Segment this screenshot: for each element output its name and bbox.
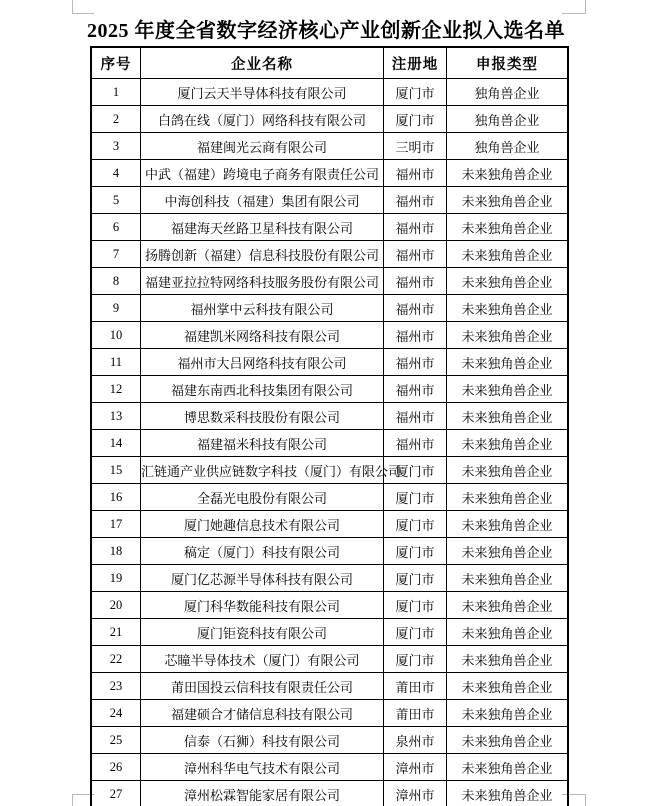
table-row xyxy=(91,646,568,673)
type-cell: 未来独角兽企业 xyxy=(447,322,569,349)
city-cell: 福州市 xyxy=(384,322,447,349)
type-cell: 未来独角兽企业 xyxy=(447,538,569,565)
type-cell: 未来独角兽企业 xyxy=(447,781,569,806)
row-number-cell: 7 xyxy=(91,241,141,268)
company-name-cell: 福建凯米网络科技有限公司 xyxy=(141,322,384,349)
company-name-cell: 厦门科华数能科技有限公司 xyxy=(141,592,384,619)
company-name-cell: 芯瞳半导体技术（厦门）有限公司 xyxy=(141,646,384,673)
city-cell: 福州市 xyxy=(384,403,447,430)
type-cell: 未来独角兽企业 xyxy=(447,619,569,646)
city-cell: 福州市 xyxy=(384,187,447,214)
company-name-cell: 厦门钜瓷科技有限公司 xyxy=(141,619,384,646)
type-cell: 未来独角兽企业 xyxy=(447,187,569,214)
table-row xyxy=(91,160,568,187)
company-name-cell: 博思数采科技股份有限公司 xyxy=(141,403,384,430)
row-number-cell: 21 xyxy=(91,619,141,646)
city-cell: 厦门市 xyxy=(384,646,447,673)
header-row xyxy=(91,47,568,79)
city-cell: 福州市 xyxy=(384,214,447,241)
city-cell: 漳州市 xyxy=(384,754,447,781)
city-cell: 厦门市 xyxy=(384,592,447,619)
company-name-cell: 漳州松霖智能家居有限公司 xyxy=(141,781,384,806)
city-cell: 泉州市 xyxy=(384,727,447,754)
table-row xyxy=(91,700,568,727)
row-number-cell: 2 xyxy=(91,106,141,133)
table-row xyxy=(91,457,568,484)
crop-mark-top-right xyxy=(562,0,586,14)
company-name-cell: 厦门亿芯源半导体科技有限公司 xyxy=(141,565,384,592)
city-cell: 莆田市 xyxy=(384,700,447,727)
table-row xyxy=(91,241,568,268)
row-number-cell: 13 xyxy=(91,403,141,430)
type-cell: 未来独角兽企业 xyxy=(447,673,569,700)
company-name-cell: 福建海天丝路卫星科技有限公司 xyxy=(141,214,384,241)
city-cell: 厦门市 xyxy=(384,565,447,592)
row-number-cell: 24 xyxy=(91,700,141,727)
table-row xyxy=(91,268,568,295)
row-number-cell: 8 xyxy=(91,268,141,295)
type-cell: 未来独角兽企业 xyxy=(447,727,569,754)
type-cell: 未来独角兽企业 xyxy=(447,268,569,295)
city-cell: 厦门市 xyxy=(384,511,447,538)
type-cell: 未来独角兽企业 xyxy=(447,295,569,322)
table-row xyxy=(91,754,568,781)
page-title: 2025 年度全省数字经济核心产业创新企业拟入选名单 xyxy=(87,20,565,42)
crop-mark-top-left xyxy=(72,0,94,14)
header-cell-city: 注册地 xyxy=(384,47,447,79)
city-cell: 福州市 xyxy=(384,160,447,187)
table-row xyxy=(91,430,568,457)
table-row xyxy=(91,106,568,133)
header-cell-number: 序号 xyxy=(91,47,141,79)
city-cell: 福州市 xyxy=(384,430,447,457)
row-number-cell: 23 xyxy=(91,673,141,700)
row-number-cell: 12 xyxy=(91,376,141,403)
city-cell: 厦门市 xyxy=(384,484,447,511)
company-name-cell: 扬腾创新（福建）信息科技股份有限公司 xyxy=(141,241,384,268)
company-name-cell: 福建东南西北科技集团有限公司 xyxy=(141,376,384,403)
enterprise-table xyxy=(90,46,569,806)
table-row xyxy=(91,133,568,160)
table-row xyxy=(91,322,568,349)
company-name-cell: 全磊光电股份有限公司 xyxy=(141,484,384,511)
table-row xyxy=(91,295,568,322)
row-number-cell: 9 xyxy=(91,295,141,322)
table-row xyxy=(91,592,568,619)
type-cell: 未来独角兽企业 xyxy=(447,457,569,484)
table-row xyxy=(91,511,568,538)
type-cell: 未来独角兽企业 xyxy=(447,241,569,268)
row-number-cell: 25 xyxy=(91,727,141,754)
row-number-cell: 4 xyxy=(91,160,141,187)
row-number-cell: 3 xyxy=(91,133,141,160)
table-row xyxy=(91,538,568,565)
city-cell: 福州市 xyxy=(384,241,447,268)
table-row xyxy=(91,619,568,646)
type-cell: 独角兽企业 xyxy=(447,79,569,106)
row-number-cell: 5 xyxy=(91,187,141,214)
company-name-cell: 厦门云天半导体科技有限公司 xyxy=(141,79,384,106)
type-cell: 未来独角兽企业 xyxy=(447,700,569,727)
row-number-cell: 26 xyxy=(91,754,141,781)
table-row xyxy=(91,727,568,754)
type-cell: 未来独角兽企业 xyxy=(447,376,569,403)
company-name-cell: 漳州科华电气技术有限公司 xyxy=(141,754,384,781)
city-cell: 福州市 xyxy=(384,376,447,403)
company-name-cell: 福建硕合才储信息科技有限公司 xyxy=(141,700,384,727)
city-cell: 莆田市 xyxy=(384,673,447,700)
header-cell-type: 申报类型 xyxy=(447,47,569,79)
row-number-cell: 22 xyxy=(91,646,141,673)
city-cell: 漳州市 xyxy=(384,781,447,806)
enterprise-table-container xyxy=(90,46,569,806)
row-number-cell: 11 xyxy=(91,349,141,376)
table-row xyxy=(91,673,568,700)
company-name-cell: 福建亚拉拉特网络科技服务股份有限公司 xyxy=(141,268,384,295)
company-name-cell: 信泰（石狮）科技有限公司 xyxy=(141,727,384,754)
table-row xyxy=(91,187,568,214)
type-cell: 未来独角兽企业 xyxy=(447,484,569,511)
city-cell: 厦门市 xyxy=(384,79,447,106)
city-cell: 福州市 xyxy=(384,295,447,322)
city-cell: 福州市 xyxy=(384,268,447,295)
type-cell: 未来独角兽企业 xyxy=(447,349,569,376)
city-cell: 三明市 xyxy=(384,133,447,160)
type-cell: 未来独角兽企业 xyxy=(447,754,569,781)
city-cell: 厦门市 xyxy=(384,106,447,133)
type-cell: 独角兽企业 xyxy=(447,106,569,133)
company-name-cell: 福州掌中云科技有限公司 xyxy=(141,295,384,322)
city-cell: 厦门市 xyxy=(384,457,447,484)
row-number-cell: 27 xyxy=(91,781,141,806)
city-cell: 福州市 xyxy=(384,349,447,376)
row-number-cell: 14 xyxy=(91,430,141,457)
type-cell: 未来独角兽企业 xyxy=(447,430,569,457)
row-number-cell: 1 xyxy=(91,79,141,106)
type-cell: 未来独角兽企业 xyxy=(447,511,569,538)
company-name-cell: 汇链通产业供应链数字科技（厦门）有限公司 xyxy=(141,457,384,484)
city-cell: 厦门市 xyxy=(384,619,447,646)
row-number-cell: 15 xyxy=(91,457,141,484)
type-cell: 独角兽企业 xyxy=(447,133,569,160)
row-number-cell: 19 xyxy=(91,565,141,592)
table-row xyxy=(91,781,568,806)
row-number-cell: 10 xyxy=(91,322,141,349)
company-name-cell: 福州市大吕网络科技有限公司 xyxy=(141,349,384,376)
table-row xyxy=(91,565,568,592)
company-name-cell: 中海创科技（福建）集团有限公司 xyxy=(141,187,384,214)
row-number-cell: 16 xyxy=(91,484,141,511)
table-row xyxy=(91,403,568,430)
table-header xyxy=(91,47,568,79)
type-cell: 未来独角兽企业 xyxy=(447,565,569,592)
table-row xyxy=(91,484,568,511)
city-cell: 厦门市 xyxy=(384,538,447,565)
row-number-cell: 18 xyxy=(91,538,141,565)
row-number-cell: 17 xyxy=(91,511,141,538)
table-row xyxy=(91,376,568,403)
table-row xyxy=(91,349,568,376)
type-cell: 未来独角兽企业 xyxy=(447,592,569,619)
company-name-cell: 福建闽光云商有限公司 xyxy=(141,133,384,160)
type-cell: 未来独角兽企业 xyxy=(447,160,569,187)
table-row xyxy=(91,214,568,241)
company-name-cell: 厦门她趣信息技术有限公司 xyxy=(141,511,384,538)
table-body xyxy=(91,79,568,806)
company-name-cell: 福建福米科技有限公司 xyxy=(141,430,384,457)
type-cell: 未来独角兽企业 xyxy=(447,403,569,430)
table-row xyxy=(91,79,568,106)
row-number-cell: 20 xyxy=(91,592,141,619)
company-name-cell: 白鸽在线（厦门）网络科技有限公司 xyxy=(141,106,384,133)
company-name-cell: 稿定（厦门）科技有限公司 xyxy=(141,538,384,565)
type-cell: 未来独角兽企业 xyxy=(447,646,569,673)
row-number-cell: 6 xyxy=(91,214,141,241)
type-cell: 未来独角兽企业 xyxy=(447,214,569,241)
company-name-cell: 莆田国投云信科技有限责任公司 xyxy=(141,673,384,700)
header-cell-company: 企业名称 xyxy=(141,47,384,79)
company-name-cell: 中武（福建）跨境电子商务有限责任公司 xyxy=(141,160,384,187)
